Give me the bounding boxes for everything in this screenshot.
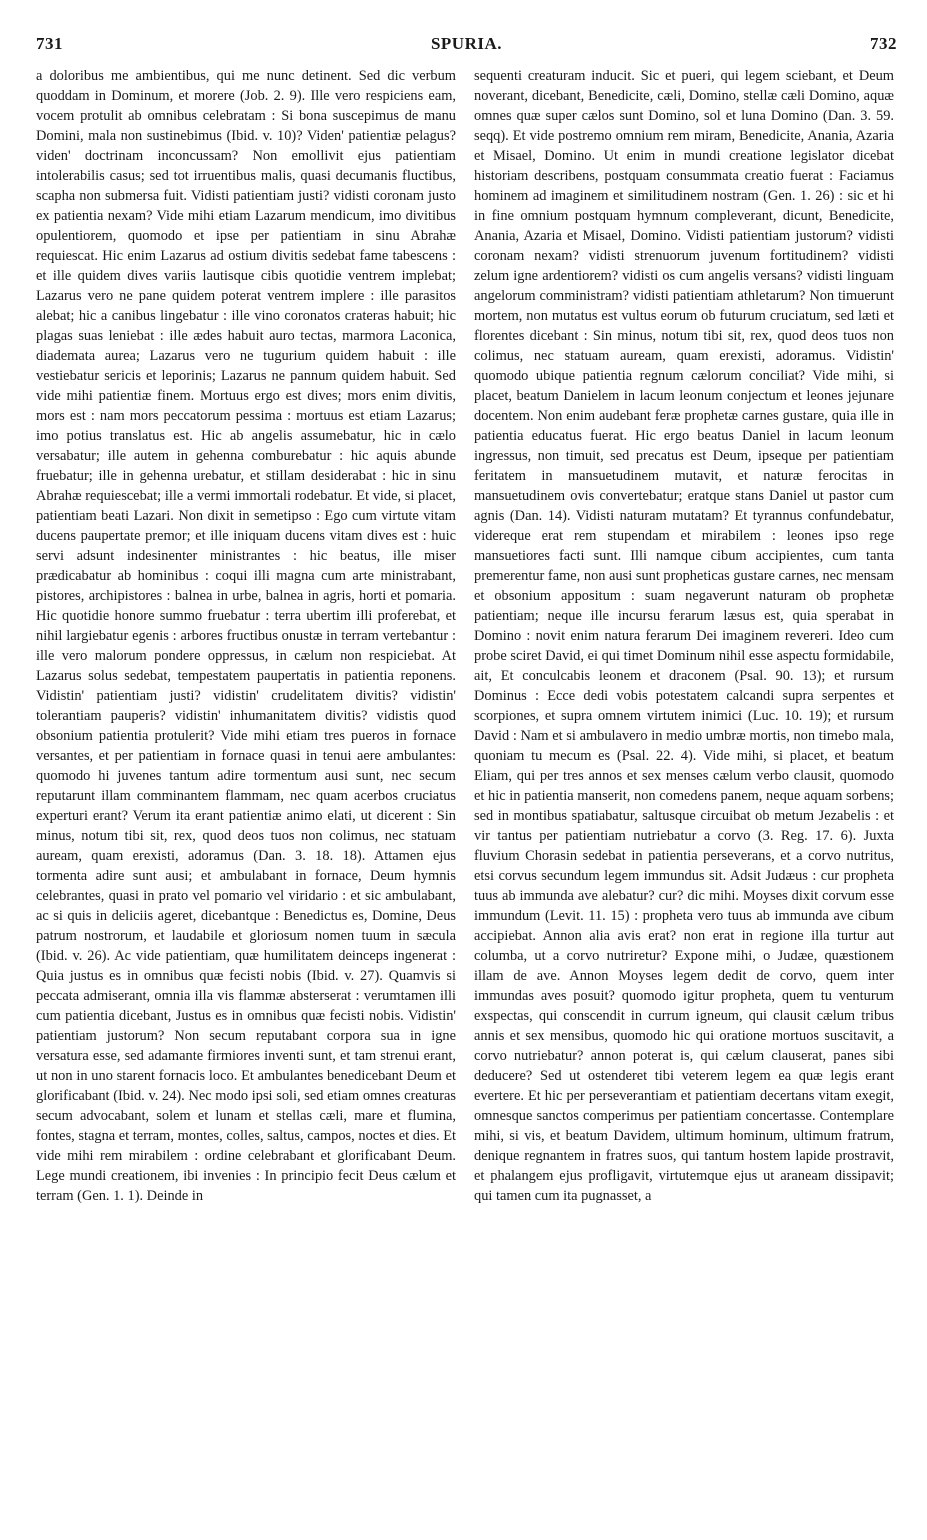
column-left-text: a doloribus me ambientibus, qui me nunc detinent. Sed dic verbum quoddam in Dominum, et morere (Job. 2. 9). Ille vero respiciens eam, vocem protulit ab omnibus celebratam : Si bona suscepimus de manu Domini, mala non sustinebimus (Ibid. v. 10)? Viden' patientiæ pelagus? viden' doctrinam inconcussam? Non emollivit ejus patientiam intolerabilis casus; sed tot irruentibus malis, quasi decumanis fluctibus, scapha non submersa fuit. Vidisti patientiam justi? vidisti coronam justo ex patientia nexam? Vide mihi etiam Lazarum mendicum, imo divitibus opulentiorem, quomodo et ipse per patientiam in sinu Abrahæ requiescat. Hic enim Lazarus ad ostium divitis sedebat fame tabescens : et ille quidem dives variis lautisque cibis quotidie ventrem implebat; Lazarus vero ne pane quidem poterat ventrem implere : ille parasitos alebat; hic a canibus lingebatur : ille vino coronatos crateras habuit; hic plagas suas leniebat : ille ædes habuit auro tectas, marmora Laconica, diademata aurea; Lazarus vero ne tugurium quidem habuit : ille vestiebatur sericis et leporinis; Lazarus ne pannum quidem habuit. Sed vide mihi patientiæ finem. Mortuus ergo est dives; mors enim divitis, mors est : nam mors peccatorum pessima : mortuus est etiam Lazarus; imo potius translatus est. Hic ab angelis assumebatur, hic in cælo versabatur; ille autem in gehenna comburebatur : hic aquis abunde fruebatur; ille in gehenna urebatur, et stillam desiderabat : hic in sinu Abrahæ requiescebat; ille a vermi immortali rodebatur. Et vide, si placet, patientiam beati Lazari. Non dixit in semetipso : Ego cum virtute vitam ducens paupertate premor; et ille iniquam ducens vitam dives est : huic servi adsunt indesinenter ministrantes : hic beatus, ille miser prædicabatur ab hominibus : coqui illi magna cum arte ministrabant, pistores, archipistores : balnea in urbe, balnea in agris, horti et pomaria. Hic quotidie honore summo fruebatur : terra ubertim illi proferebat, et nihil largiebatur egenis : arbores fructibus onustæ in terram vertebantur : ille vero malorum pondere oppressus, in cælum non respiciebat. At Lazarus solus sedebat, tempestatem paupertatis in patientia reponens. Vidistin' patientiam justi? vidistin' crudelitatem divitis? vidistin' tolerantiam pauperis? vidistin' inhumanitatem divitis? vidistis quod obsonium patientia protulerit? Vide mihi etiam tres pueros in fornace versantes, et per patientiam in fornace quasi in tenui aere ambulantes: quomodo hi juvenes tantum adire tormentum ausi sunt, nec secum reputarunt illam comminantem flammam, nec quam acerbos cruciatus experturi erant? Verum ita erant patientiæ animo elati, ut dicerent : Sin minus, notum tibi sit, rex, quod deos tuos non colimus, nec statuam auream, quam erexisti, adoramus (Dan. 3. 18. 18). Attamen ejus tormenta adire sunt ausi; et ambulabant in fornace, Deum hymnis celebrantes, quasi in prato vel pomario vel viridario : et sic ambulabant, ac si quis in deliciis ageret, dicebantque : Benedictus es, Domine, Deus patrum nostrorum, et laudabile et gloriosum nomen tuum in sæcula (Ibid. v. 26). Ac vide patientiam, quæ humilitatem deinceps ingenerat : Quia justus es in omnibus quæ fecisti nobis (Ibid. v. 27). Quamvis si peccata admiserant, omnia illa vis flammæ absterserat : verumtamen illi cum patientia dicebant, Justus es in omnibus quæ fecisti nobis. Vidistin' patientiam justorum? Non secum reputabant corpora sua in igne versatura esse, sed adamante firmiores inventi sunt, et tam strenui erant, ut non in uno starent fornacis loco. Et ambulantes benedicebant Deum et glorificabant (Ibid. v. 24). Nec modo ipsi soli, sed etiam omnes creaturas secum advocabant, solem et lunam et stellas cæli, mare et flumina, fontes, stagna et terram, montes, colles, saltus, campos, noctes et dies. Et vide mihi rem mirabilem : ordine celebrabant et glorificabant Deum. Lege mundi creationem, ibi invenies : In principio fecit Deus cælum et terram (Gen. 1. 1). Deinde in	[36, 68, 456, 1204]
page-number-right: 732	[870, 34, 897, 53]
running-title: SPURIA.	[430, 34, 503, 53]
page-header	[36, 34, 897, 58]
page-number-left: 731	[36, 34, 63, 53]
column-right-text: sequenti creaturam inducit. Sic et pueri, qui legem sciebant, et Deum noverant, dicebant, Benedicite, cæli, Domino, stellæ cæli Domino, aquæ omnes quæ super cælos sunt Domino, sol et luna Domino (Dan. 3. 59. seqq). Et vide postremo omnium rem miram, Benedicite, Anania, Azaria et Misael, Domino. Ut enim in mundi creatione legislator dicebat historiam describens, postquam consummata creatio fuerat : Faciamus hominem ad imaginem et similitudinem nostram (Gen. 1. 26) : sic et hi in fine omnium postquam hymnum compleverant, dicunt, Benedicite, Anania, Azaria et Misael, Domino. Vidisti patientiam justorum? vidisti coronam nexam? vidisti strenuorum juvenum fortitudinem? vidisti zelum igne ardentiorem? vidisti os cum angelis versans? vidisti linguam angelorum comministram? vidisti patientiam athletarum? Non timuerunt mortem, non mutatus est vultus eorum ob futurum cruciatum, sed læti et florentes dicebant : Sin minus, notum tibi sit, rex, quod deos tuos non colimus, nec statuam auream, quam erexisti, adoramus. Vidistin' quomodo ubique patientia regnum cælorum conciliat? Vide mihi, si placet, beatum Danielem in lacum leonum conjectum et leones jejunare docentem. Non enim audebant feræ prophetæ carnes gustare, quia ille in patientia educatus fuerat. Hic ergo beatus Daniel in lacum leonum ingressus, non timuit, sed precatus est Deum, ipseque per patientiam feritatem in mansuetudinem mutavit, et naturæ ferocitas in mansuetudinem ovis convertebatur; eratque stans Daniel ut pastor cum agnis (Dan. 14). Vidisti naturam mutatam? Et tyrannus confundebatur, videreque erat rem stupendam et mirabilem : leones ipso rege mansuetiores facti sunt. Illi namque cibum accipientes, cum tanta premerentur fame, non ausi sunt propheticas gustare carnes, nec mensam et obsonium appositum : suam negaverunt naturam ob prophetæ patientiam; neque ille incursu ferarum læsus est, quia sperabat in Domino : novit enim natura ferarum Dei imaginem revereri. Ideo cum probe sciret David, ei qui timet Dominum nihil esse aspectu formidabile, ait, Et conculcabis leonem et draconem (Psal. 90. 13); et rursum Dominus : Ecce dedi vobis potestatem calcandi supra serpentes et scorpiones, et supra omnem virtutem inimici (Luc. 10. 19); et rursum David : Nam et si ambulavero in medio umbræ mortis, non timebo mala, quoniam tu mecum es (Psal. 22. 4). Vide mihi, si placet, et beatum Eliam, qui per tres annos et sex menses cælum verbo clausit, quomodo et hic in patientia manserit, non comedens panem, neque aquam sorbens; sed in montibus spatiabatur, saltusque circuibat ob metum Jezabelis : et vir tantus per patientiam nutriebatur a corvo (3. Reg. 17. 6). Juxta fluvium Chorasin sedebat in patientia perseverans, et a corvo nutritus, etsi corvus secundum legem immundus sit. Adsit Judæus : cur propheta tuus ab immunda ave alebatur? cur? dic mihi. Moyses dixit corvum esse immundum (Levit. 11. 15) : propheta vero tuus ab immunda ave cibum accipiebat. Annon alia avis erat? non erat in regione illa turtur aut columba, ut a corvo nutriretur? Expone mihi, o Judæe, quæstionem illam de ave. Annon Moyses legem dedit de corvo, quem inter immundas aves posuit? quomodo igitur propheta, quem tu venturum exspectas, qui conscendit in currum igneum, qui clausit cælum tribus annis et sex mensibus, quomodo hic qui oratione mortuos suscitavit, a corvo nutriebatur? annon poterat is, qui cælum clauserat, panes sibi deducere? Sed ut ostenderet tibi veterem legem ea quæ legis erant evertere. Et hic per perseverantiam et patientiam decertans vitam exegit, omnesque sanctos comperimus per patientiam concertasse. Contemplare mihi, si vis, et beatum Davidem, ultimum hominum, ultimum fratrum, denique regnantem in fratres suos, qui tantum hostem lapide prostravit, et phalangem ejus profligavit, virtutemque ejus ut araneam dissipavit; qui tamen cum ita pugnasset, a	[474, 68, 894, 1204]
text-column-right	[474, 66, 894, 1498]
text-column-left	[36, 66, 456, 1498]
